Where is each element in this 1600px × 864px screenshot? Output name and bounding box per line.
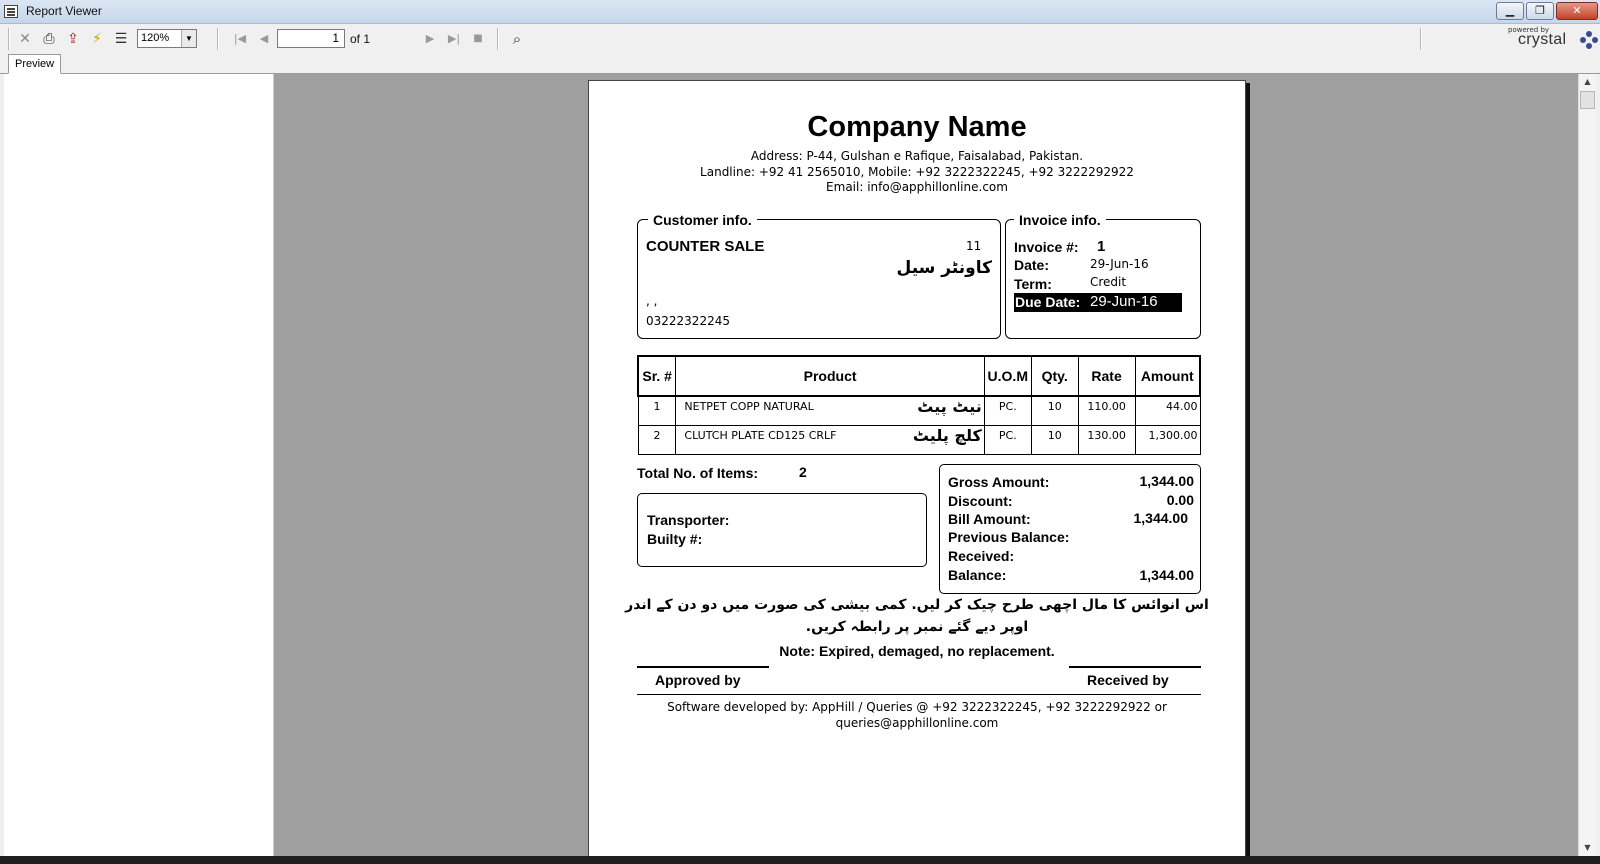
row-qty: 10: [1031, 425, 1078, 454]
report-page: [588, 80, 1246, 856]
report-preview-area[interactable]: [274, 74, 1578, 856]
previous-page-icon[interactable]: ◀: [259, 32, 269, 45]
note-urdu-line-1: اس انوائس کا مال اچھی طرح چیک کر لیں. کمی بیشی کی صورت میں دو دن کے اندر: [625, 597, 1209, 613]
next-page-icon[interactable]: ▶: [425, 32, 435, 45]
table-row: [638, 425, 1200, 454]
refresh-icon[interactable]: ⚡: [92, 31, 102, 47]
previous-balance-row: [948, 529, 1194, 545]
balance-label: Balance:: [948, 567, 1007, 583]
invoice-info-box: [1005, 212, 1201, 339]
row-rate: 110.00: [1078, 396, 1135, 425]
customer-code: 11: [966, 239, 982, 253]
bill-amount-label: Bill Amount:: [948, 511, 1031, 527]
tab-strip: [0, 54, 1600, 74]
scroll-up-icon[interactable]: ▲: [1584, 77, 1591, 86]
table-row: [638, 396, 1200, 425]
row-product-cell: [676, 396, 984, 425]
discount-row: [948, 493, 1194, 509]
toolbar-separator: [1420, 28, 1422, 50]
header-qty: Qty.: [1031, 356, 1078, 396]
row-uom: PC.: [984, 396, 1031, 425]
tab-preview[interactable]: Preview: [8, 54, 61, 74]
received-by-label: Received by: [1087, 672, 1169, 688]
gross-amount: 1,344.00: [1139, 473, 1194, 489]
transporter-label: Transporter:: [647, 512, 730, 528]
page-count: of 1: [350, 32, 371, 46]
row-sr: 1: [638, 396, 676, 425]
due-date: 29-Jun-16: [1090, 293, 1158, 310]
stop-icon[interactable]: ■: [473, 33, 483, 44]
invoice-date: 29-Jun-16: [1090, 257, 1149, 271]
group-tree-panel[interactable]: [4, 74, 274, 856]
row-product-urdu: نیٹ پیٹ: [917, 397, 982, 416]
due-date-label: Due Date:: [1015, 294, 1081, 310]
invoice-info-legend: Invoice info.: [1014, 212, 1106, 228]
header-sr: Sr. #: [638, 356, 676, 396]
balance: 1,344.00: [1139, 567, 1194, 583]
chevron-down-icon[interactable]: ▼: [181, 30, 196, 47]
received-signature-line: [1069, 666, 1201, 668]
received-label: Received:: [948, 548, 1015, 564]
title-bar: [0, 0, 1600, 24]
binoculars-search-icon[interactable]: ⌕: [512, 30, 522, 48]
invoice-term-label: Term:: [1014, 276, 1052, 292]
header-amount: Amount: [1135, 356, 1200, 396]
approved-signature-line: [637, 666, 769, 668]
discount-label: Discount:: [948, 493, 1013, 509]
powered-by-text: powered by: [1508, 26, 1550, 34]
group-tree-toggle-icon[interactable]: ☰: [114, 31, 128, 47]
total-items-label: Total No. of Items:: [637, 465, 759, 481]
customer-name: COUNTER SALE: [646, 238, 765, 255]
approved-by-label: Approved by: [655, 672, 741, 688]
previous-balance-label: Previous Balance:: [948, 529, 1070, 545]
note-urdu-line-2: اوپر دیے گئے نمبر پر رابطہ کریں.: [805, 619, 1029, 635]
customer-info-legend: Customer info.: [648, 212, 757, 228]
customer-address: , ,: [646, 294, 658, 308]
gross-amount-label: Gross Amount:: [948, 474, 1050, 490]
row-product: CLUTCH PLATE CD125 CRLF: [684, 428, 837, 442]
total-items: 2: [799, 464, 807, 480]
toolbar: [0, 24, 1600, 54]
received-row: [948, 548, 1194, 564]
zoom-select[interactable]: [137, 29, 197, 48]
toolbar-separator: [497, 28, 499, 50]
minimize-button[interactable]: ▁: [1496, 2, 1524, 20]
app-icon: [4, 5, 18, 18]
invoice-number-label: Invoice #:: [1014, 239, 1079, 255]
bottom-edge: [0, 856, 1600, 864]
page-number-input[interactable]: 1: [277, 29, 345, 48]
invoice-number: 1: [1097, 238, 1106, 255]
toolbar-separator: [8, 28, 10, 50]
window-title: Report Viewer: [26, 4, 102, 18]
row-product: NETPET COPP NATURAL: [684, 400, 814, 413]
vertical-scrollbar[interactable]: [1578, 74, 1596, 856]
first-page-icon[interactable]: |◀: [233, 32, 247, 45]
header-rate: Rate: [1078, 356, 1135, 396]
company-phones: Landline: +92 41 2565010, Mobile: +92 3222322245, +92 3222292922: [700, 165, 1134, 179]
close-report-icon[interactable]: ✕: [19, 31, 31, 47]
row-product-urdu: کلچ پلیٹ: [912, 425, 982, 445]
discount: 0.00: [1166, 492, 1194, 508]
scroll-down-icon[interactable]: ▼: [1584, 843, 1591, 852]
table-header-row: [638, 356, 1200, 396]
customer-info-box: [637, 212, 1001, 339]
items-table: [637, 355, 1201, 455]
row-uom: PC.: [984, 425, 1031, 454]
row-amount: 1,300.00: [1135, 425, 1200, 454]
customer-phone: 03222322245: [646, 314, 730, 328]
zoom-value: 120%: [141, 32, 170, 44]
scroll-thumb[interactable]: [1580, 91, 1595, 109]
due-date-highlight: [1014, 293, 1182, 312]
footer-rule: [637, 694, 1201, 695]
balance-row: [948, 567, 1194, 583]
bill-amount-row: [948, 511, 1194, 527]
close-window-button[interactable]: ✕: [1556, 2, 1598, 20]
bill-amount: 1,344.00: [1133, 510, 1188, 526]
brand-name: crystal: [1518, 31, 1567, 48]
gross-amount-row: [948, 474, 1194, 490]
company-email: Email: info@apphillonline.com: [826, 180, 1008, 194]
last-page-icon[interactable]: ▶|: [447, 32, 461, 45]
customer-name-urdu: کاونٹر سیل: [896, 258, 992, 278]
row-qty: 10: [1031, 396, 1078, 425]
builty-label: Builty #:: [647, 531, 703, 547]
row-sr: 2: [638, 425, 676, 454]
crystal-logo: [1504, 26, 1598, 52]
company-address: Address: P-44, Gulshan e Rafique, Faisalabad, Pakistan.: [750, 149, 1084, 163]
row-amount: 44.00: [1135, 396, 1200, 425]
row-product-cell: [676, 425, 984, 454]
company-name: Company Name: [807, 111, 1027, 143]
footer-email-line: queries@apphillonline.com: [835, 716, 999, 730]
print-icon[interactable]: ⎙: [43, 31, 55, 47]
export-icon[interactable]: ⇪: [67, 31, 79, 47]
footer-developer-line: Software developed by: AppHill / Queries @ +92 3222322245, +92 3222292922 or: [667, 700, 1167, 714]
restore-button[interactable]: ❐: [1526, 2, 1554, 20]
header-uom: U.O.M: [984, 356, 1031, 396]
row-rate: 130.00: [1078, 425, 1135, 454]
header-product: Product: [676, 356, 984, 396]
toolbar-separator: [217, 28, 219, 50]
summary-box: [939, 464, 1201, 594]
invoice-term: Credit: [1090, 275, 1127, 289]
note-english: Note: Expired, demaged, no replacement.: [779, 643, 1055, 659]
invoice-date-label: Date:: [1014, 257, 1050, 273]
crystal-dots-icon: [1580, 31, 1598, 49]
transporter-box: [637, 493, 927, 567]
